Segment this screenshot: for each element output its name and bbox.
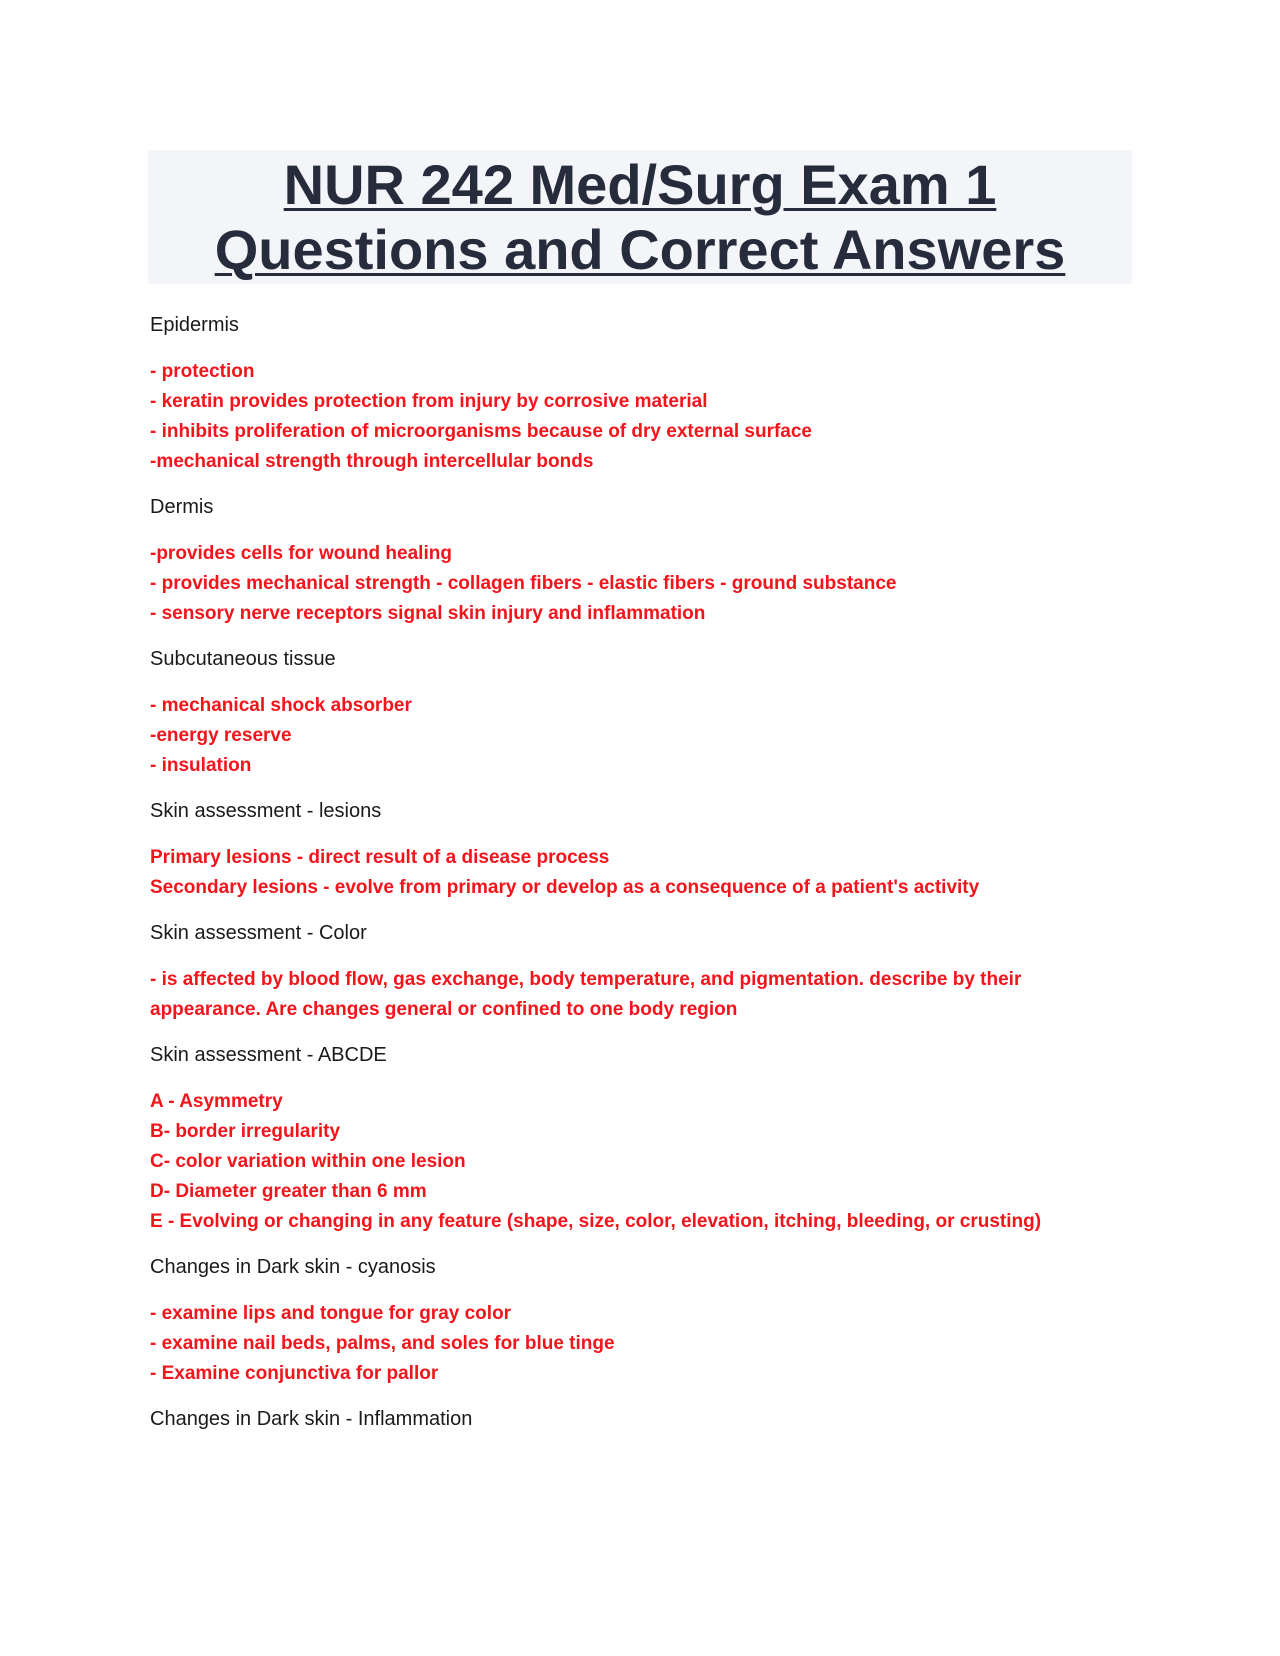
question-term: Changes in Dark skin - cyanosis bbox=[150, 1256, 436, 1278]
question-term: Epidermis bbox=[150, 314, 239, 336]
answer-block bbox=[150, 965, 1130, 1025]
question-answer-list bbox=[150, 310, 1130, 1451]
answer-line: B- border irregularity bbox=[150, 1121, 341, 1142]
answer-line: -mechanical strength through intercellular bonds bbox=[150, 451, 594, 472]
document-title-banner bbox=[148, 150, 1132, 284]
answer-line: - sensory nerve receptors signal skin injury and inflammation bbox=[150, 603, 706, 624]
answer-line: Primary lesions - direct result of a disease process bbox=[150, 847, 610, 868]
question-term: Changes in Dark skin - Inflammation bbox=[150, 1408, 473, 1430]
answer-block bbox=[150, 1087, 1130, 1237]
answer-line: -provides cells for wound healing bbox=[150, 543, 452, 564]
answer-block bbox=[150, 691, 1130, 781]
answer-block bbox=[150, 843, 1130, 903]
answer-line: appearance. Are changes general or confined to one body region bbox=[150, 999, 738, 1020]
answer-block bbox=[150, 357, 1130, 477]
answer-line: - inhibits proliferation of microorganisms because of dry external surface bbox=[150, 421, 812, 442]
answer-line: Secondary lesions - evolve from primary or develop as a consequence of a patient's activity bbox=[150, 877, 980, 898]
question-term: Skin assessment - lesions bbox=[150, 800, 382, 822]
question-term: Dermis bbox=[150, 496, 214, 518]
answer-line: - examine nail beds, palms, and soles for blue tinge bbox=[150, 1333, 615, 1354]
question-term: Skin assessment - Color bbox=[150, 922, 367, 944]
answer-line: D- Diameter greater than 6 mm bbox=[150, 1181, 427, 1202]
answer-line: -energy reserve bbox=[150, 725, 292, 746]
answer-line: - Examine conjunctiva for pallor bbox=[150, 1363, 439, 1384]
answer-line: - protection bbox=[150, 361, 255, 382]
answer-line: - mechanical shock absorber bbox=[150, 695, 412, 716]
question-term: Skin assessment - ABCDE bbox=[150, 1044, 387, 1066]
document-title-line-1: NUR 242 Med/Surg Exam 1 bbox=[283, 153, 997, 216]
answer-block bbox=[150, 539, 1130, 629]
answer-line: - provides mechanical strength - collagen fibers - elastic fibers - ground substance bbox=[150, 573, 897, 594]
answer-line: C- color variation within one lesion bbox=[150, 1151, 466, 1172]
answer-line: - is affected by blood flow, gas exchange, body temperature, and pigmentation. describe by their bbox=[150, 969, 1022, 990]
document-title-line-2: Questions and Correct Answers bbox=[214, 218, 1066, 281]
answer-line: A - Asymmetry bbox=[150, 1091, 283, 1112]
answer-block bbox=[150, 1299, 1130, 1389]
answer-line: E - Evolving or changing in any feature (shape, size, color, elevation, itching, bleeding, or crusting) bbox=[150, 1211, 1042, 1232]
question-term: Subcutaneous tissue bbox=[150, 648, 336, 670]
answer-line: - insulation bbox=[150, 755, 252, 776]
answer-line: - examine lips and tongue for gray color bbox=[150, 1303, 512, 1324]
answer-line: - keratin provides protection from injury by corrosive material bbox=[150, 391, 708, 412]
